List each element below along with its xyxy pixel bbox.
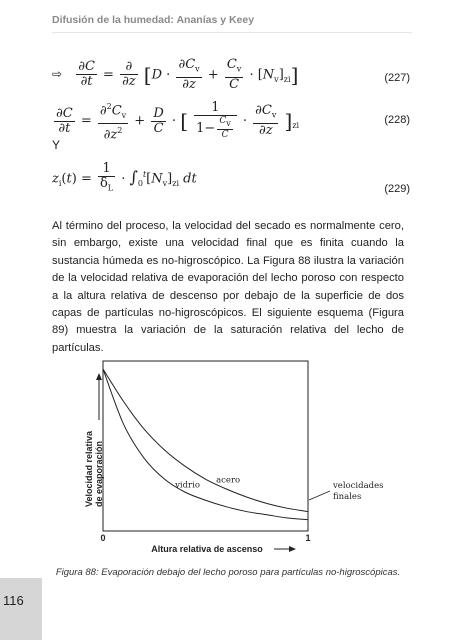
x-tick-1: 1 — [305, 533, 311, 543]
x-tick-0: 0 — [100, 533, 106, 543]
series-line-acero — [103, 369, 308, 512]
equation-number-229: (229) — [384, 183, 410, 195]
series-line-vidrio — [103, 369, 308, 520]
y-axis-label-line2: de evaporación — [94, 440, 104, 507]
x-axis-label: Altura relativa de ascenso — [151, 544, 263, 554]
equation-229: $z_i(t)$ = $\frac{1}{\delta_L}$ · $\int_0^t[N_v]_{zi}$ dt — [52, 161, 197, 193]
page-sidebar-tab — [0, 578, 42, 640]
implies-arrow: ⇨ — [52, 67, 63, 82]
y-axis-arrowhead — [96, 373, 102, 380]
equation-227: ⇨ $\frac{\partial C}{\partial t}$ = $\frac{\partial}{\partial z}$ [D · $\frac{\partial C_v}{\partial z}$ + $\frac{C_v}{C}$ · $[N_v]_{zi}$] — [52, 57, 299, 92]
x-axis-arrowhead — [289, 546, 296, 552]
connector-word: Y — [52, 138, 61, 152]
running-title: Difusión de la humedad: Ananías y Keey — [52, 14, 255, 26]
header-divider — [52, 32, 412, 33]
equation-number-228: (228) — [384, 114, 410, 126]
final-velocity-pointer — [309, 491, 330, 500]
y-axis-label — [84, 428, 104, 507]
series-label-vidrio: vidrio — [175, 480, 200, 491]
equation-number-227: (227) — [384, 72, 410, 84]
plot-frame — [103, 361, 308, 531]
page-number: 116 — [3, 593, 24, 608]
evaporation-chart — [60, 355, 385, 565]
final-velocity-annotation: velocidades finales — [333, 481, 384, 502]
equation-228: $\frac{\partial C}{\partial t}$ = $\frac{\partial^2C_v}{\partial z^2}$ + $\frac{D}{C}$ · [ 1 1− $\frac{C_v}{C}$ · $\frac{\partial C_v}{\partial z}$ ]$_{zi}$ — [56, 100, 300, 143]
body-paragraph: Al término del proceso, la velocidad del secado es normalmente cero, sin embargo, existe una velocidad final que es finita cuando la sustancia húmeda es no-higroscópico. La Figura 88 ilustra la variación de la velocidad relativa de evaporación del lecho poroso con respecto a la altura relativa de descenso por debajo de la superficie de dos capas de partículas no-higroscópicos. El siguiente esquema (Figura 89) muestra la variación de la saturación relativa del lecho de partículas. — [52, 220, 404, 354]
y-axis-label-line1: Velocidad relativa — [84, 430, 94, 507]
figure-caption: Figura 88: Evaporación debajo del lecho poroso para partículas no-higroscópicas. — [55, 567, 401, 578]
series-label-acero: acero — [216, 475, 241, 486]
